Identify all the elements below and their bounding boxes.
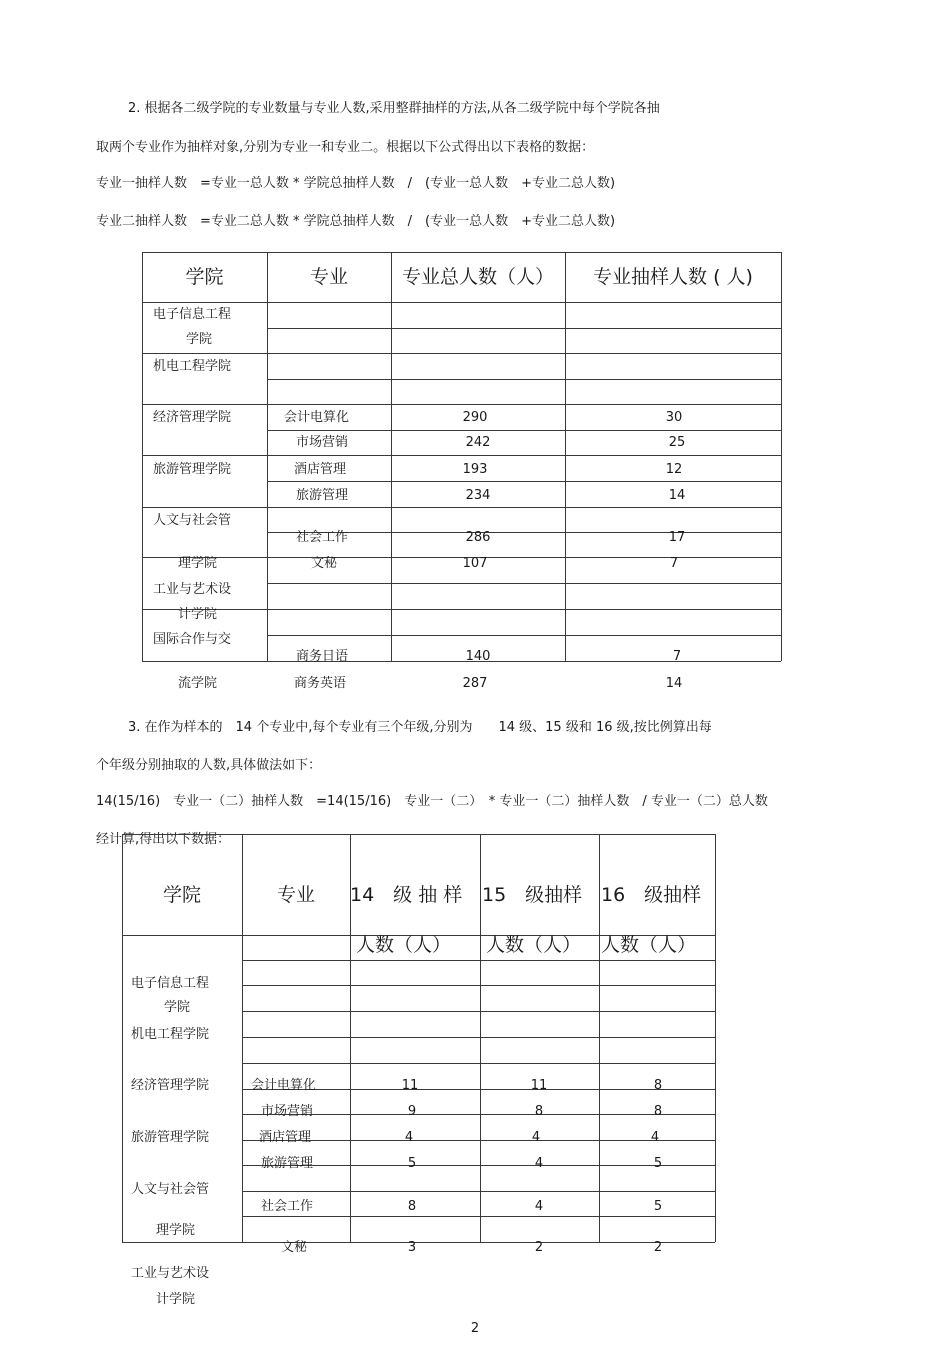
table1-college-label: 学院 [186, 332, 213, 347]
table1-college-label: 电子信息工程 [153, 307, 232, 322]
table1-college-label: 人文与社会管 [153, 513, 232, 528]
table2-grade14: 3 [407, 1240, 417, 1255]
section3-paragraph-line2: 个年级分别抽取的人数,具体做法如下： [96, 758, 322, 773]
table2-grade15: 8 [534, 1104, 544, 1119]
table1-total: 242 [465, 435, 491, 450]
table1-header-sample: 专业抽样人数 ( 人) [593, 266, 753, 288]
table2-college-label: 机电工程学院 [131, 1027, 210, 1042]
table1-major: 商务日语 [296, 649, 349, 664]
table2-major: 市场营销 [261, 1104, 314, 1119]
table2-grade16: 8 [653, 1104, 663, 1119]
formula-grade-sampling: 14(15/16) 专业一（二）抽样人数 =14(15/16) 专业一（二） * 专业一（二）抽样人数 / 专业一（二）总人数 [96, 794, 768, 809]
table2-subheader-grade16: 人数（人） [601, 934, 697, 956]
table1-sample: 25 [668, 435, 686, 450]
table2-header-college: 学院 [162, 884, 201, 906]
table2-college-label: 旅游管理学院 [131, 1130, 210, 1145]
table1-sample: 14 [668, 488, 686, 503]
table2-grade15: 4 [534, 1156, 544, 1171]
table1-college-label: 旅游管理学院 [153, 462, 232, 477]
table2-header-grade14: 14 级 抽 样 [350, 884, 463, 906]
section3-paragraph-line1: 3. 在作为样本的 14 个专业中,每个专业有三个年级,分别为 14 级、15 级和 16 级,按比例算出每 [128, 720, 712, 735]
table2-grade14: 8 [407, 1199, 417, 1214]
table1-header-total: 专业总人数（人） [401, 266, 554, 288]
table1-college-label: 国际合作与交 [153, 632, 232, 647]
table2-college-label: 理学院 [156, 1223, 196, 1238]
table2-major: 文秘 [281, 1240, 308, 1255]
page-number: 2 [470, 1321, 480, 1336]
table2-major: 酒店管理 [259, 1130, 312, 1145]
table2-college-label: 学院 [164, 1000, 191, 1015]
table2-grade15: 2 [534, 1240, 544, 1255]
table1-total: 234 [465, 488, 491, 503]
table2-grade14: 9 [407, 1104, 417, 1119]
table2-header-grade15: 15 级抽样 [482, 884, 583, 906]
table1-college-label: 经济管理学院 [153, 410, 232, 425]
table2-grade14: 5 [407, 1156, 417, 1171]
table2-college-label: 计学院 [156, 1292, 196, 1307]
table2-grade16: 5 [653, 1199, 663, 1214]
table1-major: 旅游管理 [296, 488, 349, 503]
table2-grade16: 8 [653, 1078, 663, 1093]
table1-major: 社会工作 [296, 530, 349, 545]
table2-grade16: 2 [653, 1240, 663, 1255]
table1-college-label: 工业与艺术设 [153, 582, 232, 597]
table2-college-label: 经济管理学院 [131, 1078, 210, 1093]
table1-total: 286 [465, 530, 491, 545]
table2-header-major: 专业 [276, 884, 315, 906]
table1-major: 市场营销 [296, 435, 349, 450]
table2-grade15: 4 [531, 1130, 541, 1145]
formula-major1: 专业一抽样人数 =专业一总人数 * 学院总抽样人数 / (专业一总人数 +专业二总人数) [96, 176, 616, 191]
table2-college-label: 人文与社会管 [131, 1182, 210, 1197]
table1-total: 140 [465, 649, 491, 664]
table2-grade14: 11 [401, 1078, 419, 1093]
table1-total: 290 [462, 410, 488, 425]
table2-major: 旅游管理 [261, 1156, 314, 1171]
table1-major: 酒店管理 [294, 462, 347, 477]
table1-college-label: 机电工程学院 [153, 359, 232, 374]
table1-sample: 7 [672, 649, 682, 664]
table1-sample: 14 [665, 676, 683, 691]
table2-header-grade16: 16 级抽样 [601, 884, 702, 906]
table1-total: 107 [462, 556, 488, 571]
table1-sample: 12 [665, 462, 683, 477]
table2-subheader-grade15: 人数（人） [486, 934, 582, 956]
formula-major2: 专业二抽样人数 =专业二总人数 * 学院总抽样人数 / (专业一总人数 +专业二总人数) [96, 214, 616, 229]
table1-sample: 30 [665, 410, 683, 425]
table1-college-label: 流学院 [178, 676, 218, 691]
table2-subheader-grade14: 人数（人） [356, 934, 452, 956]
table1-college-label: 计学院 [178, 607, 218, 622]
table1-major: 会计电算化 [284, 410, 350, 425]
table1-major: 商务英语 [294, 676, 347, 691]
table2-grade15: 11 [530, 1078, 548, 1093]
table1-sample: 7 [669, 556, 679, 571]
table2-grade16: 5 [653, 1156, 663, 1171]
table2-grade16: 4 [650, 1130, 660, 1145]
table1-total: 287 [462, 676, 488, 691]
table1-college-label: 理学院 [178, 556, 218, 571]
table2-college-label: 工业与艺术设 [131, 1266, 210, 1281]
section2-paragraph-line2: 取两个专业作为抽样对象,分别为专业一和专业二。根据以下公式得出以下表格的数据： [96, 140, 595, 155]
table2-college-label: 电子信息工程 [131, 976, 210, 991]
table2-major: 社会工作 [261, 1199, 314, 1214]
section2-paragraph-line1: 2. 根据各二级学院的专业数量与专业人数,采用整群抽样的方法,从各二级学院中每个学院各抽 [128, 101, 660, 116]
table2-grade15: 4 [534, 1199, 544, 1214]
table1-sample: 17 [668, 530, 686, 545]
table2-grade14: 4 [404, 1130, 414, 1145]
table1-total: 193 [462, 462, 488, 477]
table1-header-major: 专业 [309, 266, 348, 288]
table1-major: 文秘 [311, 556, 338, 571]
table2-major: 会计电算化 [251, 1078, 317, 1093]
section3-paragraph-line3: 经计算,得出以下数据： [96, 832, 231, 847]
table1-header-college: 学院 [185, 266, 224, 288]
